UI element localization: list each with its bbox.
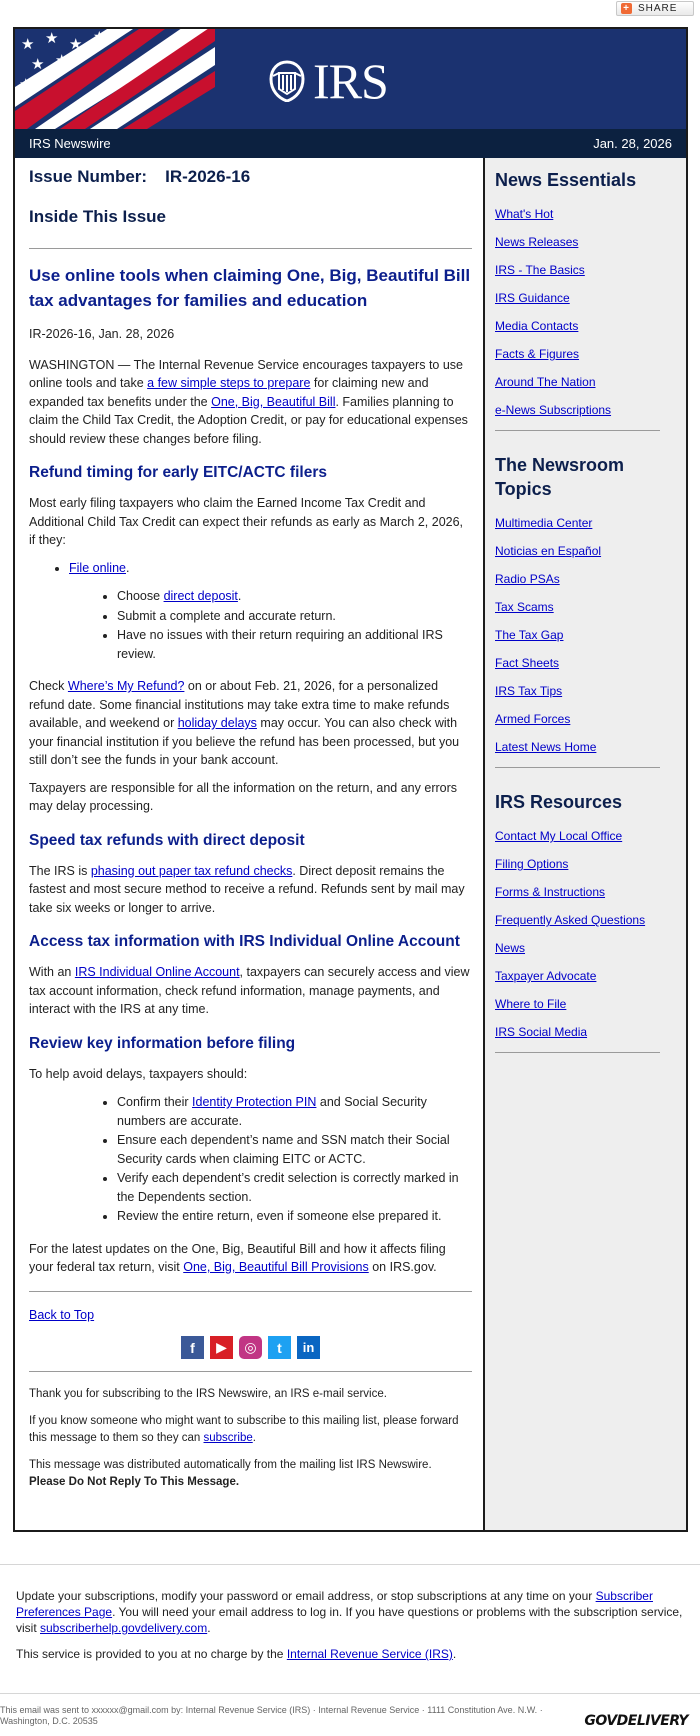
newswire-bar — [15, 129, 686, 158]
newsroom-topics-title: The Newsroom Topics — [495, 455, 625, 499]
sidebar-link-latest-news[interactable]: Latest News Home — [495, 740, 597, 754]
list-item — [117, 587, 472, 606]
dateline: IR-2026-16, Jan. 28, 2026 — [29, 327, 175, 341]
fineprint: This email was sent to xxxxxx@gmail.com by: Internal Revenue Service (IRS) · Internal Revenue Service · 1111 Constitution Ave. N.W. · Washington, D.C. 20535 — [0, 1705, 543, 1726]
newswire-label: IRS Newswire — [29, 136, 111, 151]
svg-text:★: ★ — [45, 30, 59, 47]
sidebar-link-where-to-file[interactable]: Where to File — [495, 997, 567, 1011]
inside-title: Inside This Issue — [29, 207, 166, 226]
subscription-text-3: . — [207, 1621, 211, 1635]
sidebar-divider — [495, 1052, 660, 1053]
newsletter-footer — [29, 1386, 472, 1491]
access-text-2: , taxpayers can securely access and view tax account information, check refund information, manage payments, and interact with the IRS at any time. — [29, 965, 470, 1016]
refund-sublist — [29, 587, 472, 663]
list-item: • Have no issues with their return requiring an additional IRS review. — [117, 626, 472, 663]
subscription-text — [16, 1588, 686, 1636]
youtube-icon[interactable]: ▶ — [210, 1336, 233, 1359]
svg-text:★: ★ — [19, 76, 33, 93]
svg-text:★: ★ — [21, 36, 35, 53]
divider — [29, 248, 472, 249]
latest-text-1: For the latest updates on the One, Big, Beautiful Bill and how it affects filing your federal tax return, visit — [29, 1241, 446, 1274]
sidebar-link-local-office[interactable]: Contact My Local Office — [495, 829, 623, 843]
main-content — [15, 158, 485, 1530]
latest-paragraph — [29, 1240, 472, 1277]
paper-checks-link[interactable]: phasing out paper tax refund checks — [90, 863, 293, 878]
issue-label: Issue Number: — [29, 167, 148, 186]
govdelivery-logo[interactable]: GOVDELIVERY — [584, 1713, 688, 1729]
sidebar-link-news-releases[interactable]: News Releases — [495, 235, 579, 249]
header-banner — [15, 29, 686, 129]
share-label: SHARE — [638, 3, 678, 14]
subscription-text-1: Update your subscriptions, modify your password or email address, or stop subscriptions at any time on your — [16, 1589, 596, 1603]
service-text — [16, 1646, 686, 1662]
speed-text-1: The IRS is — [29, 863, 91, 878]
share-button[interactable] — [616, 1, 694, 16]
direct-deposit-link[interactable]: direct deposit — [163, 589, 238, 603]
service-text-2: . — [452, 1647, 457, 1661]
sidebar-link-filing-options[interactable]: Filing Options — [495, 857, 569, 871]
service-text-1: This service is provided to you at no charge by the — [16, 1647, 287, 1661]
plus-icon: + — [621, 3, 632, 14]
refund-list — [29, 559, 472, 578]
subscription-text-2: . You will need your email address to log in. If you have questions or problems with the subscription service, visit — [16, 1605, 683, 1635]
newsletter-frame — [13, 27, 688, 1532]
sidebar-link-multimedia[interactable]: Multimedia Center — [495, 516, 593, 530]
subscribe-link[interactable]: subscribe — [203, 1432, 253, 1444]
no-reply-text: Please Do Not Reply To This Message. — [29, 1476, 240, 1488]
back-to-top-link[interactable]: Back to Top — [29, 1307, 95, 1322]
svg-text:★: ★ — [55, 52, 69, 69]
sidebar-link-enews[interactable]: e-News Subscriptions — [495, 403, 612, 417]
sidebar-link-tax-scams[interactable]: Tax Scams — [495, 600, 554, 614]
holiday-delays-link[interactable]: holiday delays — [177, 716, 257, 730]
divider — [29, 1291, 472, 1292]
review-heading: Review key information before filing — [29, 1034, 296, 1052]
list-item-tail: and Social Security numbers are accurate. — [117, 1095, 427, 1128]
instagram-icon[interactable]: ◎ — [239, 1336, 262, 1359]
issue-number-value: IR-2026-16 — [165, 167, 251, 186]
irs-logo-text: IRS — [313, 53, 388, 109]
article-headline: Use online tools when claiming One, Big, Beautiful Bill tax advantages for families and education — [29, 266, 471, 310]
sidebar-link-whats-hot[interactable]: What's Hot — [495, 207, 554, 221]
irs-resources-list — [495, 828, 674, 1040]
sidebar-link-irs-basics[interactable]: IRS - The Basics — [495, 263, 585, 277]
access-text-1: With an — [29, 965, 75, 979]
distribution-text — [29, 1457, 472, 1491]
flag-graphic — [15, 29, 215, 129]
sidebar-link-fact-sheets[interactable]: Fact Sheets — [495, 656, 560, 670]
list-item: • Submit a complete and accurate return. — [117, 607, 472, 626]
obbb-provisions-link[interactable]: One, Big, Beautiful Bill Provisions — [183, 1260, 369, 1274]
thanks-text: Thank you for subscribing to the IRS Newswire, an IRS e-mail service. — [29, 1388, 387, 1400]
irs-resources-title: IRS Resources — [495, 792, 623, 812]
issue-number — [29, 168, 472, 196]
forward-text — [29, 1413, 472, 1447]
subscriber-preferences-link[interactable]: Subscriber Preferences Page — [16, 1589, 653, 1619]
distribution-text-1: This message was distributed automatically from the mailing list IRS Newswire. — [29, 1459, 432, 1471]
divider — [29, 1371, 472, 1372]
list-item-tail: . — [237, 589, 242, 603]
social-icons — [29, 1336, 472, 1359]
speed-heading: Speed tax refunds with direct deposit — [29, 831, 305, 849]
check-text-2: on or about Feb. 21, 2026, for a personalized refund date. Some financial institutions may take extra time to make refunds available, and weekend or — [29, 679, 450, 730]
check-text-3: may occur. You can also check with your financial institution if you believe the refund has been processed, but you still don’t see the funds in your bank account. — [29, 716, 460, 767]
sidebar-link-around-nation[interactable]: Around The Nation — [495, 375, 596, 389]
irs-logo — [267, 53, 388, 109]
check-paragraph — [29, 677, 472, 770]
eagle-icon — [267, 60, 307, 102]
sidebar-link-forms[interactable]: Forms & Instructions — [495, 885, 606, 899]
online-account-link[interactable]: IRS Individual Online Account — [74, 965, 240, 979]
list-item: • Ensure each dependent’s name and SSN match their Social Security cards when claiming EITC or ACTC. — [117, 1131, 472, 1168]
sidebar-divider — [495, 767, 660, 768]
sidebar — [485, 158, 686, 1530]
footer-divider — [0, 1564, 700, 1565]
twitter-icon[interactable]: t — [268, 1336, 291, 1359]
forward-text-tail: . — [252, 1432, 256, 1444]
intro-text-3: . Families planning to claim the Child Tax Credit, the Adoption Credit, or pay for educational expenses should review these changes before filing. — [29, 394, 468, 446]
access-paragraph — [29, 963, 472, 1019]
sidebar-link-social-media[interactable]: IRS Social Media — [495, 1025, 588, 1039]
intro-paragraph — [29, 356, 472, 449]
svg-text:★: ★ — [69, 36, 83, 53]
speed-paragraph — [29, 862, 472, 918]
linkedin-icon[interactable]: in — [297, 1336, 320, 1359]
back-to-top-row — [29, 1306, 472, 1325]
speed-text-2: . Direct deposit remains the fastest and most secure method to receive a refund. Refunds sent by mail may take six weeks or longer to arrive. — [29, 863, 465, 915]
refund-paragraph: Most early filing taxpayers who claim the Earned Income Tax Credit and Additional Child Tax Credit can expect their refunds as early as March 2, 2026, if they: — [29, 496, 464, 547]
sidebar-link-media-contacts[interactable]: Media Contacts — [495, 319, 579, 333]
sidebar-link-news[interactable]: News — [495, 941, 526, 955]
review-paragraph: To help avoid delays, taxpayers should: — [29, 1066, 248, 1081]
obbb-link[interactable]: One, Big, Beautiful Bill — [211, 394, 336, 409]
intro-text-2: for claiming new and expanded tax benefits under the — [29, 376, 429, 409]
sidebar-link-tax-tips[interactable]: IRS Tax Tips — [495, 684, 563, 698]
sidebar-link-noticias[interactable]: Noticias en Español — [495, 544, 602, 558]
list-item: • Review the entire return, even if someone else prepared it. — [117, 1207, 472, 1226]
file-online-link[interactable]: File online — [69, 560, 126, 575]
sidebar-link-taxpayer-advocate[interactable]: Taxpayer Advocate — [495, 969, 597, 983]
forward-text-1: If you know someone who might want to subscribe to this mailing list, please forward this message to them so they can — [29, 1415, 459, 1444]
ip-pin-link[interactable]: Identity Protection PIN — [192, 1095, 317, 1109]
check-text-1: Check — [29, 679, 68, 693]
refund-timing-heading: Refund timing for early EITC/ACTC filers — [29, 464, 327, 481]
news-essentials-title: News Essentials — [495, 170, 637, 190]
list-item-text: Choose — [117, 589, 164, 603]
list-item — [117, 1093, 472, 1130]
latest-text-2: on IRS.gov. — [368, 1260, 437, 1274]
svg-text:★: ★ — [31, 56, 45, 73]
list-item: • Verify each dependent’s credit selection is correctly marked in the Dependents section. — [117, 1169, 472, 1206]
access-heading: Access tax information with IRS Individual Online Account — [29, 933, 460, 950]
sidebar-link-armed-forces[interactable]: Armed Forces — [495, 712, 571, 726]
list-item — [69, 559, 472, 578]
sidebar-link-facts-figures[interactable]: Facts & Figures — [495, 347, 580, 361]
wheres-my-refund-link[interactable]: Where’s My Refund? — [67, 679, 185, 693]
newsroom-topics-list — [495, 515, 674, 755]
sidebar-link-faq[interactable]: Frequently Asked Questions — [495, 913, 646, 927]
responsible-paragraph: Taxpayers are responsible for all the information on the return, and any errors may delay processing. — [29, 780, 458, 813]
svg-text:★: ★ — [93, 29, 106, 44]
subscription-footer — [16, 1588, 686, 1672]
intro-text-1: WASHINGTON — The Internal Revenue Service encourages taxpayers to use online tools and take — [29, 357, 463, 390]
review-list — [29, 1093, 472, 1226]
sidebar-link-irs-guidance[interactable]: IRS Guidance — [495, 291, 570, 305]
simple-steps-link[interactable]: a few simple steps to prepare — [147, 376, 311, 390]
footer-divider — [0, 1693, 700, 1694]
list-item-text: Confirm their — [117, 1095, 193, 1109]
sidebar-link-tax-gap[interactable]: The Tax Gap — [495, 628, 564, 642]
irs-link[interactable]: Internal Revenue Service (IRS) — [286, 1647, 453, 1661]
news-essentials-list — [495, 206, 674, 418]
list-item-tail: . — [125, 560, 130, 575]
issue-date: Jan. 28, 2026 — [593, 136, 672, 151]
sidebar-link-radio-psas[interactable]: Radio PSAs — [495, 572, 560, 586]
sidebar-divider — [495, 430, 660, 431]
subscriberhelp-link[interactable]: subscriberhelp.govdelivery.com — [40, 1621, 208, 1635]
facebook-icon[interactable]: f — [181, 1336, 204, 1359]
